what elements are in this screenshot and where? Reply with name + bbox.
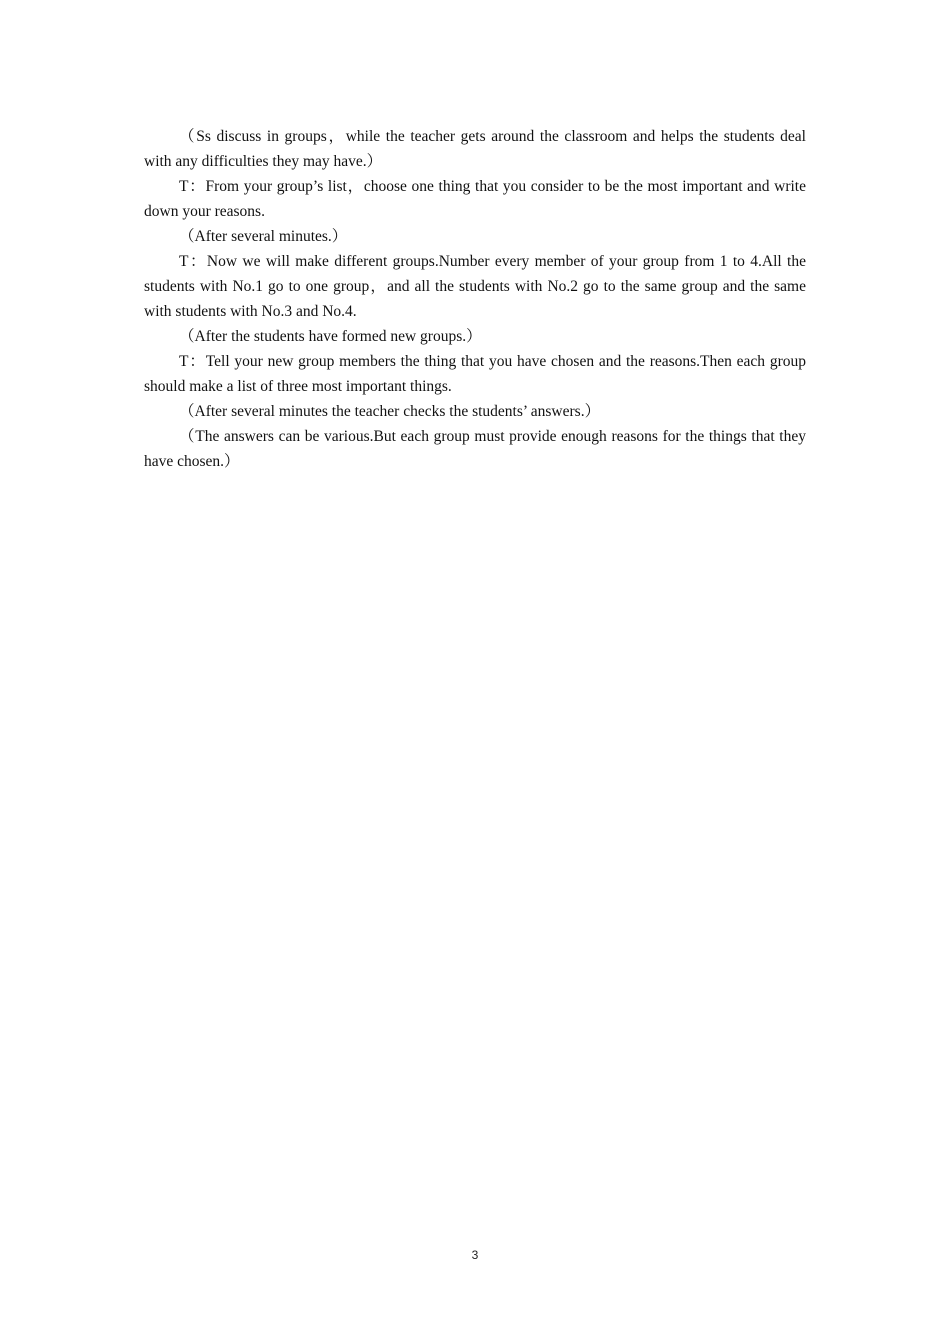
paragraph-teacher-new-groups: T：Now we will make different groups.Number every member of your group from 1 to 4.All the students with No.1 go to one group，and all the students with No.2 go to the same group and the same with students with No.3 and No.4. [144, 253, 806, 320]
body-text [144, 124, 806, 474]
paragraph-teacher-checks-answers: （After several minutes the teacher checks the students’ answers.） [179, 403, 601, 420]
paragraph-teacher-tell-members: T：Tell your new group members the thing that you have chosen and the reasons.Then each group should make a list of three most important things. [144, 353, 806, 395]
paragraph-teacher-choose-thing: T：From your group’s list，choose one thing that you consider to be the most important and write down your reasons. [144, 178, 806, 220]
paragraph-new-groups-formed: （After the students have formed new groups.） [179, 328, 482, 345]
paragraph-group-discussion: （Ss discuss in groups，while the teacher gets around the classroom and helps the students deal with any difficulties they may have.） [144, 128, 806, 170]
paragraph-after-several-minutes: （After several minutes.） [179, 228, 348, 245]
paragraph-answers-various: （The answers can be various.But each group must provide enough reasons for the things that they have chosen.） [144, 428, 806, 470]
page-number: 3 [471, 1248, 479, 1262]
